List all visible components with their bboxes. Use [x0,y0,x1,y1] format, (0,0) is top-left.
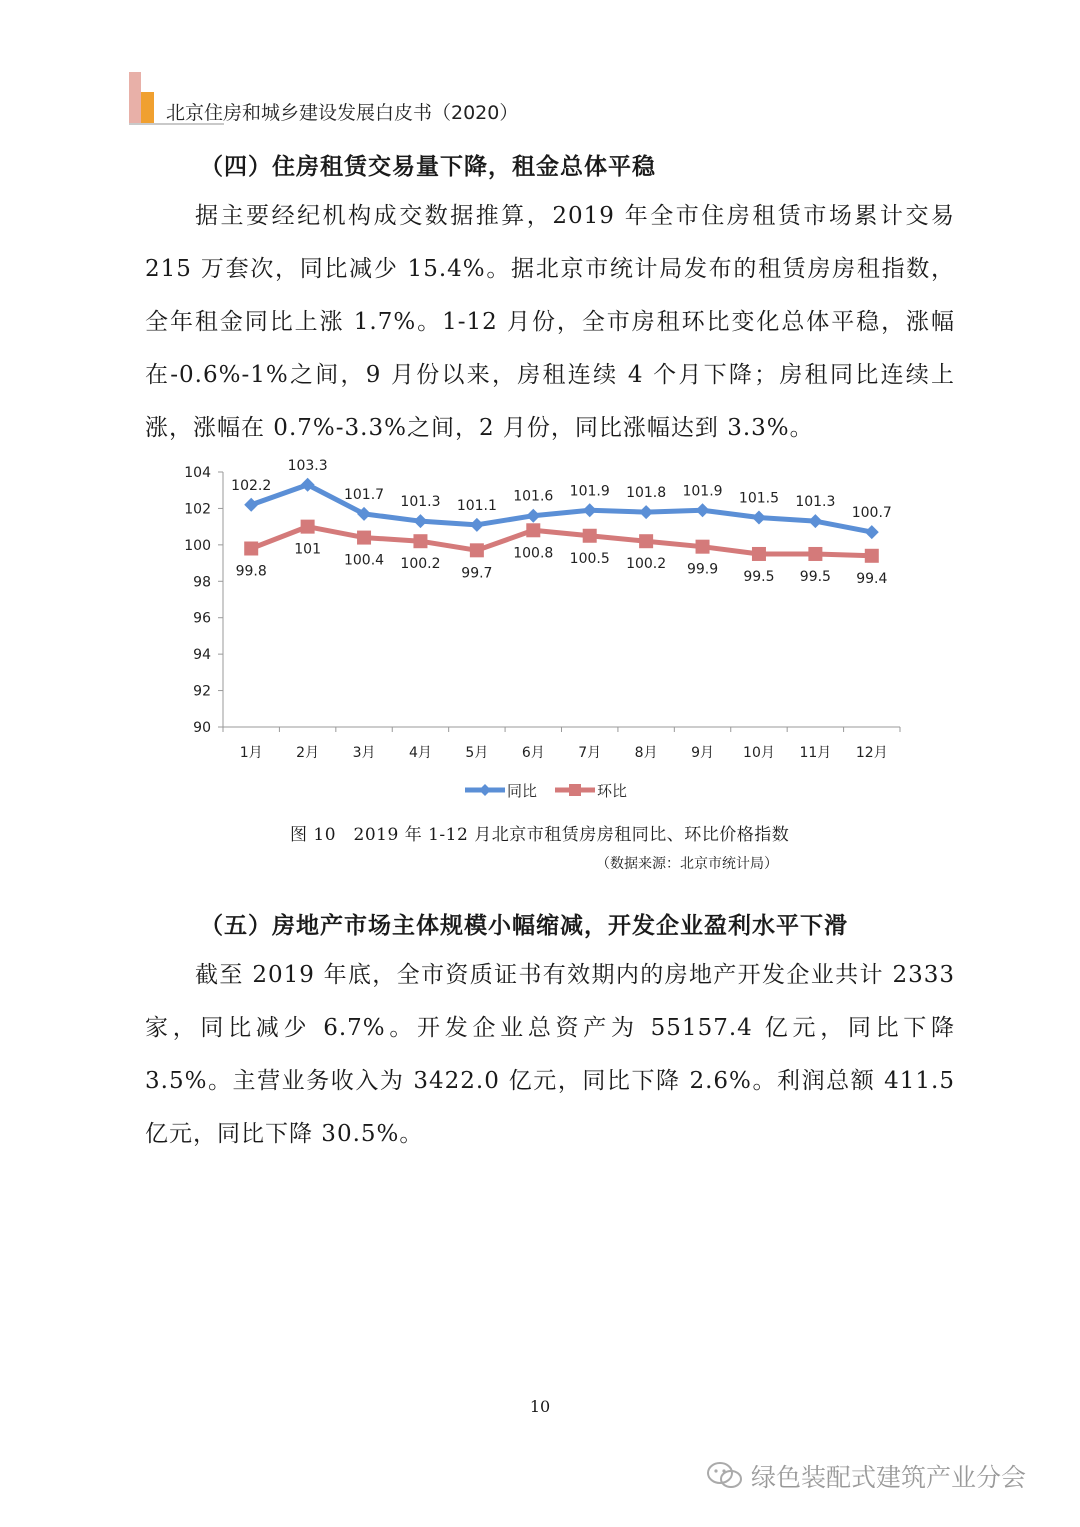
data-label: 100.7 [851,505,892,522]
data-label: 101.9 [682,483,723,500]
data-label: 99.5 [799,568,831,585]
data-point-mom [470,543,484,557]
data-point-yoy [470,518,484,532]
data-point-mom [301,520,315,534]
watermark-text: 绿色装配式建筑产业分会 [751,1463,1027,1492]
x-tick-label: 9月 [691,745,715,761]
x-tick-label: 2月 [296,745,320,761]
data-label: 101.8 [626,485,667,502]
data-label: 99.4 [856,570,888,587]
data-label: 101.7 [343,486,385,503]
data-label: 100.5 [569,550,610,567]
y-tick-label: 92 [193,683,211,700]
figure-caption: 图 10 2019 年 1-12 月北京市租赁房房租同比、环比价格指数 [290,825,790,845]
section-5-heading: （五）房地产市场主体规模小幅缩减，开发企业盈利水平下滑 [200,913,848,939]
page-number: 10 [529,1397,551,1416]
data-label: 101.6 [513,488,554,505]
x-tick-label: 4月 [408,745,432,761]
section-4-heading: （四）住房租赁交易量下降，租金总体平稳 [200,154,656,180]
data-label: 101.3 [400,494,441,511]
y-tick-label: 102 [184,501,211,518]
data-label: 101 [294,541,321,558]
section-4-body [145,190,955,455]
legend-label: 环比 [597,782,628,800]
data-label: 100.8 [513,545,554,562]
x-tick-label: 7月 [578,745,602,761]
data-point-yoy [752,511,766,525]
data-point-yoy [639,505,653,519]
document-title: 北京住房和城乡建设发展白皮书（2020） [166,102,519,124]
data-point-yoy [244,498,258,512]
figure-source: （数据来源：北京市统计局） [596,856,778,872]
section-5-body [145,949,955,1161]
data-label: 99.5 [743,568,775,585]
data-label: 99.9 [686,561,719,578]
data-point-yoy [865,525,879,539]
data-label: 99.8 [235,563,267,580]
legend-label: 同比 [507,782,538,800]
data-point-yoy [526,509,540,523]
x-tick-label: 1月 [239,745,263,761]
legend-marker [479,784,491,796]
data-label: 100.4 [343,552,385,569]
x-tick-label: 6月 [521,745,545,761]
data-point-yoy [696,503,710,517]
data-point-mom [413,534,427,548]
data-label: 99.7 [461,565,493,582]
legend-marker [569,784,581,796]
data-label: 102.2 [231,477,272,494]
x-tick-label: 12月 [855,745,888,761]
data-label: 100.2 [400,556,441,573]
data-point-yoy [808,514,822,528]
data-point-mom [357,531,371,545]
y-tick-label: 94 [193,647,211,664]
x-tick-label: 3月 [352,745,376,761]
x-tick-label: 11月 [799,745,832,761]
header-accent-bar [129,72,141,124]
data-point-yoy [583,503,597,517]
x-tick-label: 10月 [743,745,775,761]
data-label: 101.5 [738,490,780,507]
y-tick-label: 104 [184,465,211,481]
rent-index-chart [170,455,910,817]
data-point-mom [244,542,258,556]
data-label: 101.3 [795,494,836,511]
wechat-icon [705,1460,745,1498]
y-tick-label: 100 [184,537,211,554]
header-accent-bar-orange [141,92,154,124]
data-point-yoy [413,514,427,528]
y-tick-label: 96 [193,610,211,627]
data-point-mom [583,529,597,543]
section-4-paragraph: 据主要经纪机构成交数据推算，2019 年全市住房租赁市场累计交易 215 万套次，同比减少 15.4%。据北京市统计局发布的租赁房房租指数，全年租金同比上涨 1.7%。1-12 月份，全市房租环比变化总体平稳，涨幅在-0.6%-1%之间，9 月份以来，房租连续 4 个月下降；房租同比连续上涨，涨幅在 0.7%-3.3%之间，2 月份，同比涨幅达到 3.3%。 [145,203,955,441]
data-point-mom [865,549,879,563]
series-line-mom [251,527,872,556]
data-point-mom [752,547,766,561]
data-point-mom [639,534,653,548]
section-5-paragraph: 截至 2019 年底，全市资质证书有效期内的房地产开发企业共计 2333 家，同比减少 6.7%。开发企业总资产为 55157.4 亿元，同比下降 3.5%。主营业务收入为 3422.0 亿元，同比下降 2.6%。利润总额 411.5 亿元，同比下降 30.5%。 [145,962,955,1147]
data-point-mom [526,523,540,537]
data-label: 101.1 [456,497,497,514]
data-label: 103.3 [287,457,328,474]
y-tick-label: 98 [193,574,211,591]
x-tick-label: 5月 [465,745,489,761]
data-label: 100.2 [626,556,667,573]
x-tick-label: 8月 [634,745,658,761]
data-point-mom [696,540,710,554]
data-point-mom [808,547,822,561]
watermark [705,1458,1026,1498]
data-label: 101.9 [569,483,610,500]
y-tick-label: 90 [193,720,211,736]
